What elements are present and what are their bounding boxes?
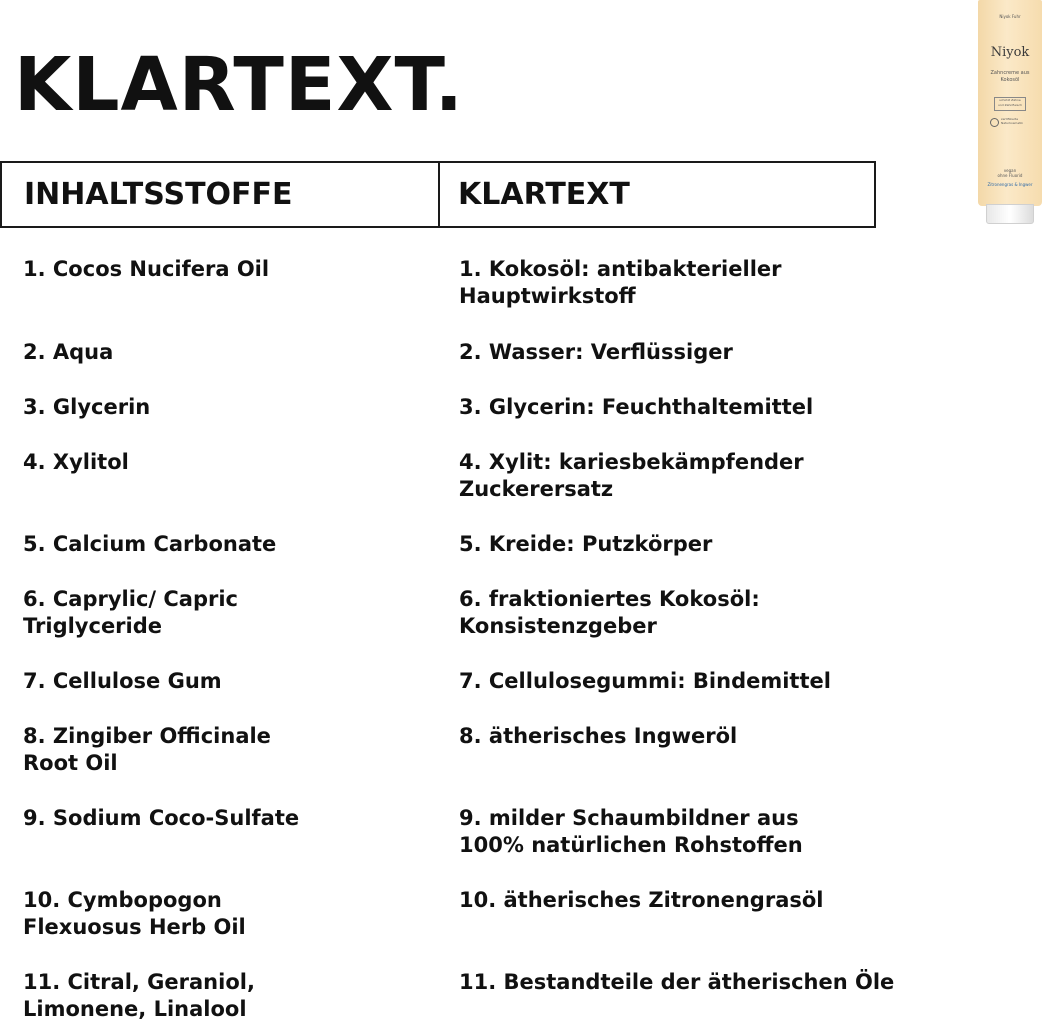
ingredient-explanation: 11. Bestandteile der ätherischen Öle (459, 970, 895, 994)
header-klartext: KLARTEXT (458, 177, 630, 212)
ingredient-explanation: 2. Wasser: Verflüssiger (459, 340, 733, 364)
ingredient-name: 9. Sodium Coco-Sulfate (23, 806, 300, 830)
product-vegan-label: vegan ohne Fluorid (997, 168, 1023, 178)
ingredient-explanation: 7. Cellulosegummi: Bindemittel (459, 669, 831, 693)
header-ingredients: INHALTSSTOFFE (2, 163, 440, 226)
ingredient-name: 3. Glycerin (23, 395, 151, 419)
certification-icon (990, 118, 999, 127)
ingredient-explanation: 3. Glycerin: Feuchthaltemittel (459, 395, 814, 419)
ingredient-explanation: 4. Xylit: kariesbekämpfender Zuckerersatz (459, 450, 804, 501)
ingredient-explanation: 9. milder Schaumbildner aus 100% natürlichen Rohstoffen (459, 806, 803, 857)
product-badge: schützt Zähne und Zahnfleisch (994, 97, 1026, 111)
ingredient-name: 11. Citral, Geraniol, Limonene, Linalool (23, 970, 255, 1021)
ingredient-explanation: 8. ätherisches Ingweröl (459, 724, 738, 748)
ingredient-explanation: 5. Kreide: Putzkörper (459, 532, 713, 556)
ingredient-name: 5. Calcium Carbonate (23, 532, 277, 556)
product-certification: zertifizierte Naturkosmetik (1001, 117, 1023, 125)
table-header (0, 161, 876, 228)
page-title: KLARTEXT. (14, 42, 464, 128)
ingredient-name: 10. Cymbopogon Flexuosus Herb Oil (23, 888, 246, 939)
product-maker: Niyok Fuhr (999, 14, 1021, 19)
ingredient-name: 2. Aqua (23, 340, 114, 364)
product-image-toothpaste-tube (976, 0, 1044, 224)
ingredient-name: 1. Cocos Nucifera Oil (23, 257, 270, 281)
product-subtitle: Zahncreme aus Kokosöl (990, 70, 1030, 83)
ingredient-explanation: 1. Kokosöl: antibakterieller Hauptwirkstoff (459, 257, 782, 308)
ingredient-explanation: 6. fraktioniertes Kokosöl: Konsistenzgeber (459, 587, 760, 638)
ingredient-name: 6. Caprylic/ Capric Triglyceride (23, 587, 239, 638)
ingredient-name: 7. Cellulose Gum (23, 669, 222, 693)
ingredient-name: 8. Zingiber Officinale Root Oil (23, 724, 271, 775)
ingredient-name: 4. Xylitol (23, 450, 129, 474)
product-brand: Niyok (990, 45, 1030, 60)
tube-cap (986, 204, 1034, 224)
ingredient-explanation: 10. ätherisches Zitronengrasöl (459, 888, 824, 912)
product-flavor: Zitronengras & Ingwer (987, 182, 1033, 187)
